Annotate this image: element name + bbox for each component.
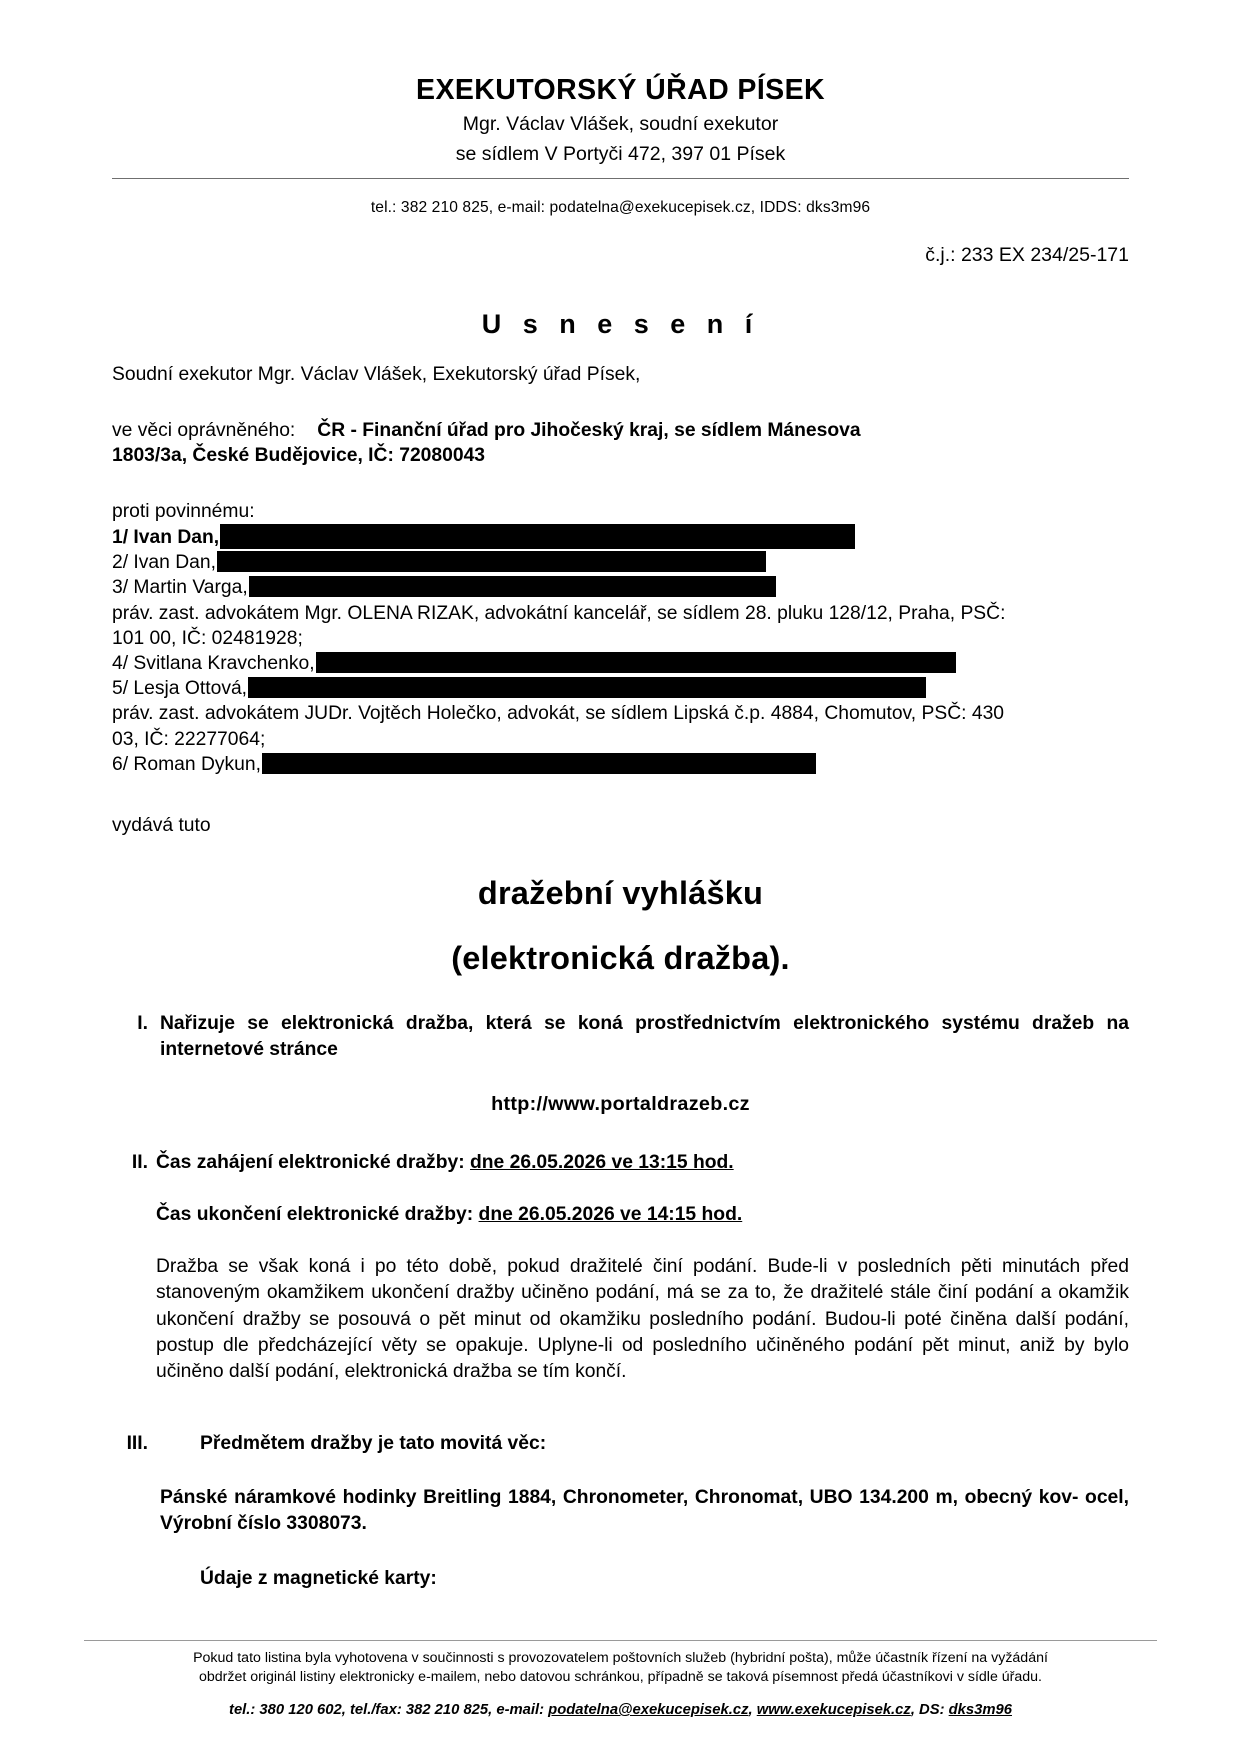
- section-three: [112, 1431, 1129, 1592]
- footer-note-line2: obdržet originál listiny elektronicky e-mailem, nebo datovou schránkou, případně se taková písemnost předá účastníkovi v sídle úřadu.: [198, 1668, 1043, 1685]
- section-three-numeral: III.: [126, 1432, 148, 1454]
- auction-start-value: dne 26.05.2026 ve 13:15 hod.: [469, 1151, 734, 1173]
- attorney-1-line2: 101 00, IČ: 02481928;: [112, 627, 303, 649]
- auction-start-label: Čas zahájení elektronické dražby:: [156, 1151, 465, 1173]
- section-one: [112, 1011, 1129, 1063]
- section-three-heading: Předmětem dražby je tato movitá věc:: [200, 1432, 547, 1454]
- footer-contact: [84, 1702, 1157, 1718]
- footer-divider: [84, 1640, 1157, 1641]
- auction-end-line: [156, 1202, 1129, 1228]
- footer-contact-sep: ,: [748, 1702, 757, 1718]
- debtor-row-4: [112, 651, 1129, 676]
- section-one-text: Nařizuje se elektronická dražba, která se koná prostřednictvím elektronického systému dražeb na internetové stránce: [160, 1012, 1129, 1060]
- intro-paragraph: Soudní exekutor Mgr. Václav Vlášek, Exekutorský úřad Písek,: [112, 364, 641, 385]
- debtor-name-1: 1/ Ivan Dan,: [112, 527, 220, 549]
- debtor-row-6: [112, 752, 1129, 777]
- attorney-2-line2: 03, IČ: 22277064;: [112, 728, 266, 750]
- debtor-row-2: [112, 550, 1129, 575]
- debtor-name-2: 2/ Ivan Dan,: [112, 552, 216, 574]
- redaction-bar-1: [220, 524, 855, 549]
- section-one-numeral: I.: [137, 1012, 148, 1034]
- creditor-name-line1: ČR - Finanční úřad pro Jihočeský kraj, se sídlem Mánesova: [317, 419, 861, 441]
- page-footer: [84, 1640, 1157, 1718]
- debtor-name-3: 3/ Martin Varga,: [112, 577, 248, 599]
- main-title-line2: (elektronická dražba).: [451, 939, 790, 976]
- section-two: [112, 1150, 1129, 1385]
- issues-line: vydává tuto: [112, 814, 211, 836]
- redaction-bar-5: [248, 677, 926, 698]
- debtors-block: [112, 499, 1129, 777]
- auction-end-label: Čas ukončení elektronické dražby:: [156, 1204, 474, 1226]
- officer-name: Mgr. Václav Vlášek, soudní exekutor: [462, 112, 779, 135]
- redaction-bar-6: [262, 753, 816, 774]
- section-two-body: [156, 1150, 1129, 1385]
- footer-note-line1: Pokud tato listina byla vyhotovena v součinnosti s provozovatelem poštovních služeb (hybridní pošta), může účastník řízení na vyžádání: [193, 1650, 1048, 1667]
- footer-data-box-id: dks3m96: [948, 1702, 1012, 1718]
- section-two-paragraph: Dražba se však koná i po této době, pokud dražitelé činí podání. Bude-li v posledních pěti minutách před stanoveným okamžikem ukončení dražby učiněno podání, má se za to, že dražitelé stále činí podání a okamžik ukončení dražby se posouvá o pět minut od okamžiku posledního podání. Budou-li poté činěna další podání, postup dle předcházející věty se opakuje. Uplyne-li od posledního učiněného podání pět minut, aniž by bylo učiněno další podání, elektronická dražba se tím končí.: [156, 1256, 1129, 1382]
- office-contact: tel.: 382 210 825, e-mail: podatelna@exekucepisek.cz, IDDS: dks3m96: [370, 199, 871, 216]
- magnetic-card-heading: Údaje z magnetické karty:: [200, 1568, 437, 1590]
- debtor-name-6: 6/ Roman Dykun,: [112, 753, 261, 775]
- header-divider: [112, 178, 1129, 179]
- footer-website[interactable]: www.exekucepisek.cz: [756, 1702, 911, 1718]
- debtors-label: proti povinnému:: [112, 500, 255, 522]
- debtor-row-5: [112, 676, 1129, 701]
- footer-email[interactable]: podatelna@exekucepisek.cz: [548, 1702, 749, 1718]
- debtor-row-1: [112, 524, 1129, 550]
- attorney-2-line1: práv. zast. advokátem JUDr. Vojtěch Holečko, advokát, se sídlem Lipská č.p. 4884, Chomutov, PSČ: 430: [112, 703, 1005, 725]
- office-address: se sídlem V Portyči 472, 397 01 Písek: [455, 143, 786, 166]
- creditor-name-line2: 1803/3a, České Budějovice, IČ: 72080043: [112, 445, 486, 467]
- section-two-numeral: II.: [131, 1151, 148, 1173]
- main-title-line1: dražební vyhlášku: [477, 874, 764, 911]
- creditor-block: [112, 418, 1129, 469]
- auction-portal-url[interactable]: http://www.portaldrazeb.cz: [491, 1092, 750, 1115]
- creditor-label: ve věci oprávněného:: [112, 419, 296, 441]
- case-number: č.j.: 233 EX 234/25-171: [925, 244, 1129, 266]
- debtor-name-4: 4/ Svitlana Kravchenko,: [112, 653, 315, 674]
- auction-start-line: [156, 1150, 1129, 1176]
- document-title: U s n e s e n í: [481, 309, 760, 339]
- debtor-name-5: 5/ Lesja Ottová,: [112, 678, 248, 700]
- redaction-bar-2: [217, 551, 766, 572]
- section-three-body: [160, 1431, 1129, 1592]
- attorney-1-line1: práv. zast. advokátem Mgr. OLENA RIZAK, advokátní kancelář, se sídlem 28. pluku 128/12, Praha, PSČ:: [112, 602, 1006, 624]
- auction-end-value: dne 26.05.2026 ve 14:15 hod.: [478, 1204, 743, 1226]
- document-body: [112, 0, 1129, 1592]
- redaction-bar-4: [316, 652, 956, 673]
- footer-ds-label: , DS:: [910, 1702, 949, 1718]
- footer-contact-prefix: tel.: 380 120 602, tel./fax: 382 210 825, e-mail:: [229, 1702, 549, 1718]
- redaction-bar-3: [249, 576, 776, 597]
- office-name: EXEKUTORSKÝ ÚŘAD PÍSEK: [416, 74, 825, 106]
- debtor-row-3: [112, 575, 1129, 600]
- auction-item-description: Pánské náramkové hodinky Breitling 1884, Chronometer, Chronomat, UBO 134.200 m, obecný kov- ocel, Výrobní číslo 3308073.: [160, 1486, 1129, 1534]
- letterhead: [112, 0, 1129, 169]
